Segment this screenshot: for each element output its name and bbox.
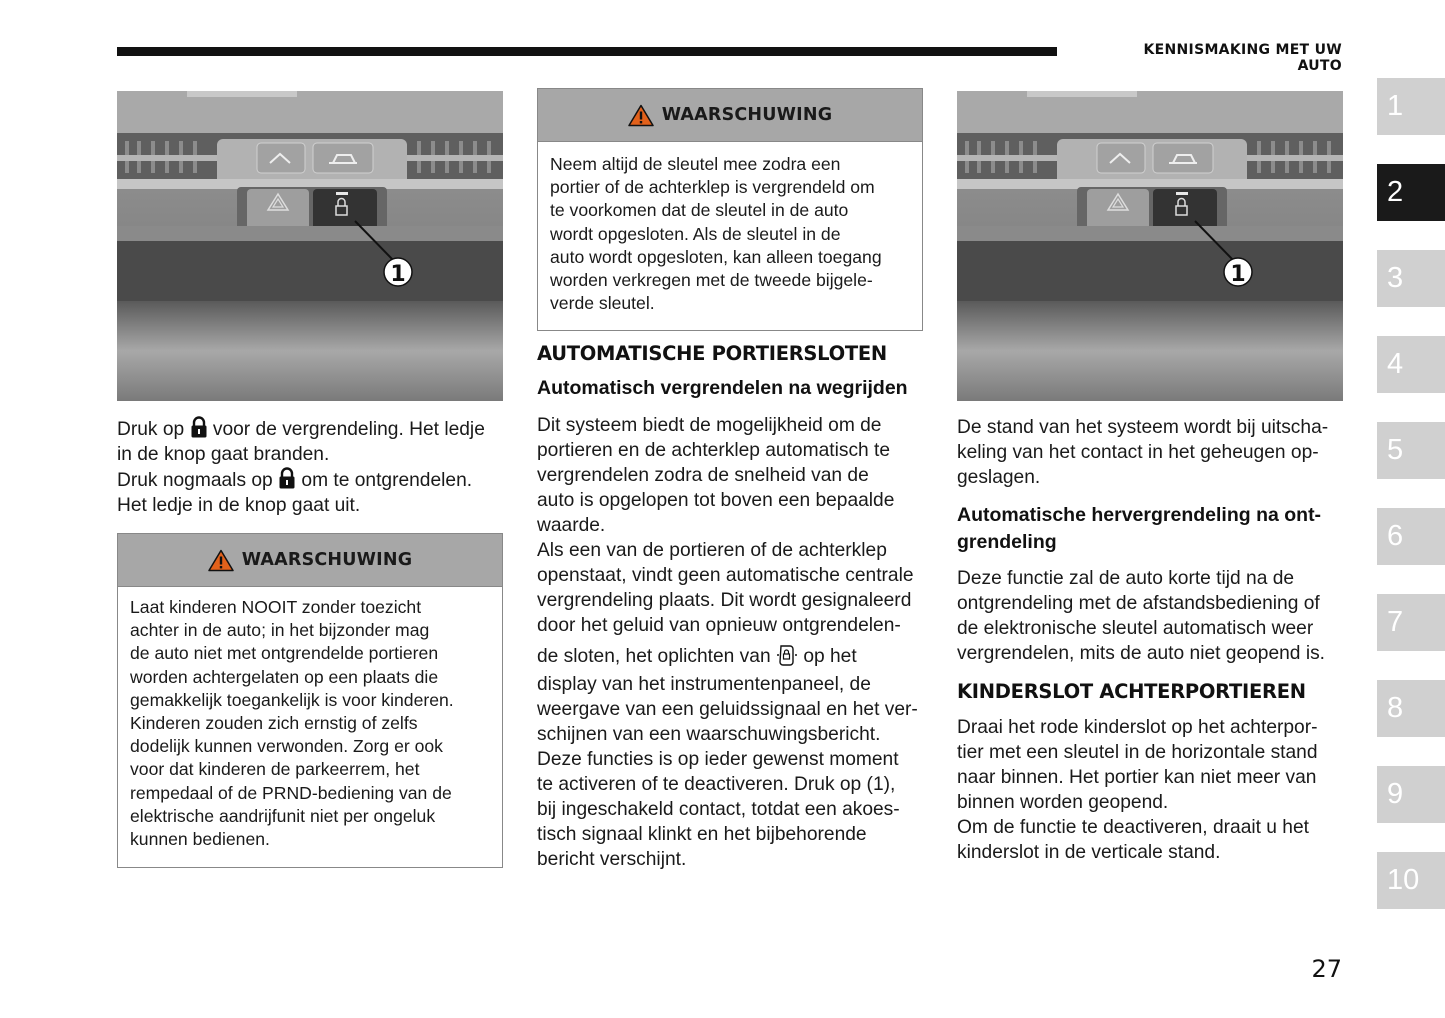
warning-text xyxy=(118,587,502,861)
chapter-tab-3[interactable]: 3 xyxy=(1377,250,1445,307)
warning-title: WAARSCHUWING xyxy=(241,550,413,570)
warning-text xyxy=(538,142,922,325)
warning-line: auto wordt opgesloten, kan alleen toegang xyxy=(550,246,882,267)
text-line: tisch signaal klinkt en het bijbehorende xyxy=(537,824,867,845)
warning-line: elektrische aandrijfunit niet per ongeluk xyxy=(130,805,436,826)
col2-body xyxy=(537,342,923,872)
text-line: de sloten, het oplichten van xyxy=(537,646,771,667)
text-line: Als een van de portieren of de achterklep xyxy=(537,540,887,561)
col2-paragraph xyxy=(537,413,923,638)
text-line: Dit systeem biedt de mogelijkheid om de xyxy=(537,415,882,436)
chapter-title: KENNISMAKING MET UW AUTO xyxy=(1143,42,1342,74)
callout-number: 1 xyxy=(390,262,406,287)
text-line: auto is opgelopen tot boven een bepaalde xyxy=(537,490,895,511)
text-line: weergave van een geluidssignaal en het ver- xyxy=(537,699,918,720)
text-line: Deze functies is op ieder gewenst moment xyxy=(537,749,899,770)
col1-line4: Het ledje in de knop gaat uit. xyxy=(117,495,361,516)
col1-line1-a: Druk op xyxy=(117,419,185,440)
text-line: Draai het rode kinderslot op het achterpor- xyxy=(957,717,1318,738)
col2-paragraph xyxy=(537,672,923,872)
chapter-tab-1[interactable]: 1 xyxy=(1377,78,1445,135)
warning-line: wordt opgesloten. Als de sleutel in de xyxy=(550,223,841,244)
text-line: bij ingeschakeld contact, totdat een akoes- xyxy=(537,799,900,820)
warning-header xyxy=(538,89,922,142)
header-rule xyxy=(117,47,1057,56)
text-line: De stand van het systeem wordt bij uitscha- xyxy=(957,417,1329,438)
text-line: vergrendelen, mits de auto niet geopend is. xyxy=(957,643,1326,664)
chapter-tab-10[interactable]: 10 xyxy=(1377,852,1445,909)
warning-line: achter in de auto; in het bijzonder mag xyxy=(130,620,430,641)
section-title-child-lock: KINDERSLOT ACHTERPORTIEREN xyxy=(957,680,1306,703)
warning-line: worden achtergelaten op een plaats die xyxy=(130,666,439,687)
subheading-line: Automatische hervergrendeling na ont- xyxy=(957,504,1322,526)
text-line: vergrendelen zodra de snelheid van de xyxy=(537,465,869,486)
col3-body xyxy=(957,415,1343,865)
warning-line: Laat kinderen NOOIT zonder toezicht xyxy=(130,597,422,617)
warning-line: Kinderen zouden zich ernstig of zelfs xyxy=(130,713,418,734)
text-line: op het xyxy=(803,646,857,667)
warning-title: WAARSCHUWING xyxy=(661,105,833,125)
lock-button-photo-right xyxy=(957,91,1343,401)
chapter-tab-6[interactable]: 6 xyxy=(1377,508,1445,565)
warning-line: te voorkomen dat de sleutel in de auto xyxy=(550,200,849,221)
warning-triangle-icon xyxy=(628,104,654,127)
text-line: bericht verschijnt. xyxy=(537,849,687,870)
col1-body xyxy=(117,416,503,518)
chapter-tab-4[interactable]: 4 xyxy=(1377,336,1445,393)
warning-line: Neem altijd de sleutel mee zodra een xyxy=(550,154,841,174)
warning-line: voor dat kinderen de parkeerrem, het xyxy=(130,759,420,780)
text-line: binnen worden geopend. xyxy=(957,792,1169,813)
col1-line1-b: voor de vergrendeling. Het ledje xyxy=(212,419,485,440)
warning-line: dodelijk kunnen verwonden. Zorg er ook xyxy=(130,736,443,757)
page-number: 27 xyxy=(1311,955,1342,983)
warning-line: worden verkregen met de tweede bijgele- xyxy=(550,270,873,291)
warning-line: kunnen bedienen. xyxy=(130,829,270,850)
warning-line: rempedaal of de PRND-bediening van de xyxy=(130,782,452,803)
text-line: ontgrendeling met de afstandsbediening of xyxy=(957,593,1320,614)
text-line: portieren en de achterklep automatisch te xyxy=(537,440,891,461)
col1-line3-a: Druk nogmaals op xyxy=(117,470,273,491)
warning-box-children xyxy=(117,533,503,868)
subheading-auto-lock: Automatisch vergrendelen na wegrijden xyxy=(537,377,908,399)
col3-paragraph xyxy=(957,715,1343,865)
col2-icon-line xyxy=(537,642,923,670)
col1-line2: in de knop gaat branden. xyxy=(117,444,330,465)
chapter-tab-5[interactable]: 5 xyxy=(1377,422,1445,479)
text-line: de elektronische sleutel automatisch weer xyxy=(957,618,1314,639)
text-line: schijnen van een waarschuwingsbericht. xyxy=(537,724,881,745)
text-line: te activeren of te deactiveren. Druk op (1), xyxy=(537,774,896,795)
warning-line: portier of de achterklep is vergrendeld om xyxy=(550,177,875,198)
warning-header xyxy=(118,534,502,587)
warning-box-key xyxy=(537,88,923,331)
lock-icon xyxy=(278,467,296,489)
subheading-line: grendeling xyxy=(957,531,1057,553)
callout-number: 1 xyxy=(1230,262,1246,287)
col1-line3-b: om te ontgrendelen. xyxy=(301,470,473,491)
chapter-tab-7[interactable]: 7 xyxy=(1377,594,1445,651)
text-line: geslagen. xyxy=(957,467,1041,488)
lock-button-photo-left xyxy=(117,91,503,401)
chapter-tab-8[interactable]: 8 xyxy=(1377,680,1445,737)
col3-paragraph xyxy=(957,566,1343,666)
text-line: waarde. xyxy=(537,515,606,536)
text-line: vergrendeling plaats. Dit wordt gesignaleerd xyxy=(537,590,912,611)
warning-line: verde sleutel. xyxy=(550,293,655,314)
text-line: Deze functie zal de auto korte tijd na de xyxy=(957,568,1295,589)
text-line: Om de functie te deactiveren, draait u het xyxy=(957,817,1309,838)
text-line: display van het instrumentenpaneel, de xyxy=(537,674,871,695)
subheading-relock xyxy=(957,502,1343,556)
door-open-warning-icon xyxy=(776,642,798,668)
section-title-auto-locks: AUTOMATISCHE PORTIERSLOTEN xyxy=(537,342,887,365)
warning-line: gemakkelijk toegankelijk is voor kinderen. xyxy=(130,689,454,710)
text-line: kinderslot in de verticale stand. xyxy=(957,842,1221,863)
text-line: door het geluid van opnieuw ontgrendelen- xyxy=(537,615,901,636)
text-line: tier met een sleutel in de horizontale stand xyxy=(957,742,1318,763)
warning-triangle-icon xyxy=(208,549,234,572)
chapter-tab-2[interactable]: 2 xyxy=(1377,164,1445,221)
warning-line: de auto niet met ontgrendelde portieren xyxy=(130,643,439,664)
text-line: naar binnen. Het portier kan niet meer van xyxy=(957,767,1317,788)
text-line: openstaat, vindt geen automatische centrale xyxy=(537,565,914,586)
chapter-tab-9[interactable]: 9 xyxy=(1377,766,1445,823)
lock-icon xyxy=(190,416,208,438)
col3-paragraph xyxy=(957,415,1343,490)
text-line: keling van het contact in het geheugen op- xyxy=(957,442,1319,463)
